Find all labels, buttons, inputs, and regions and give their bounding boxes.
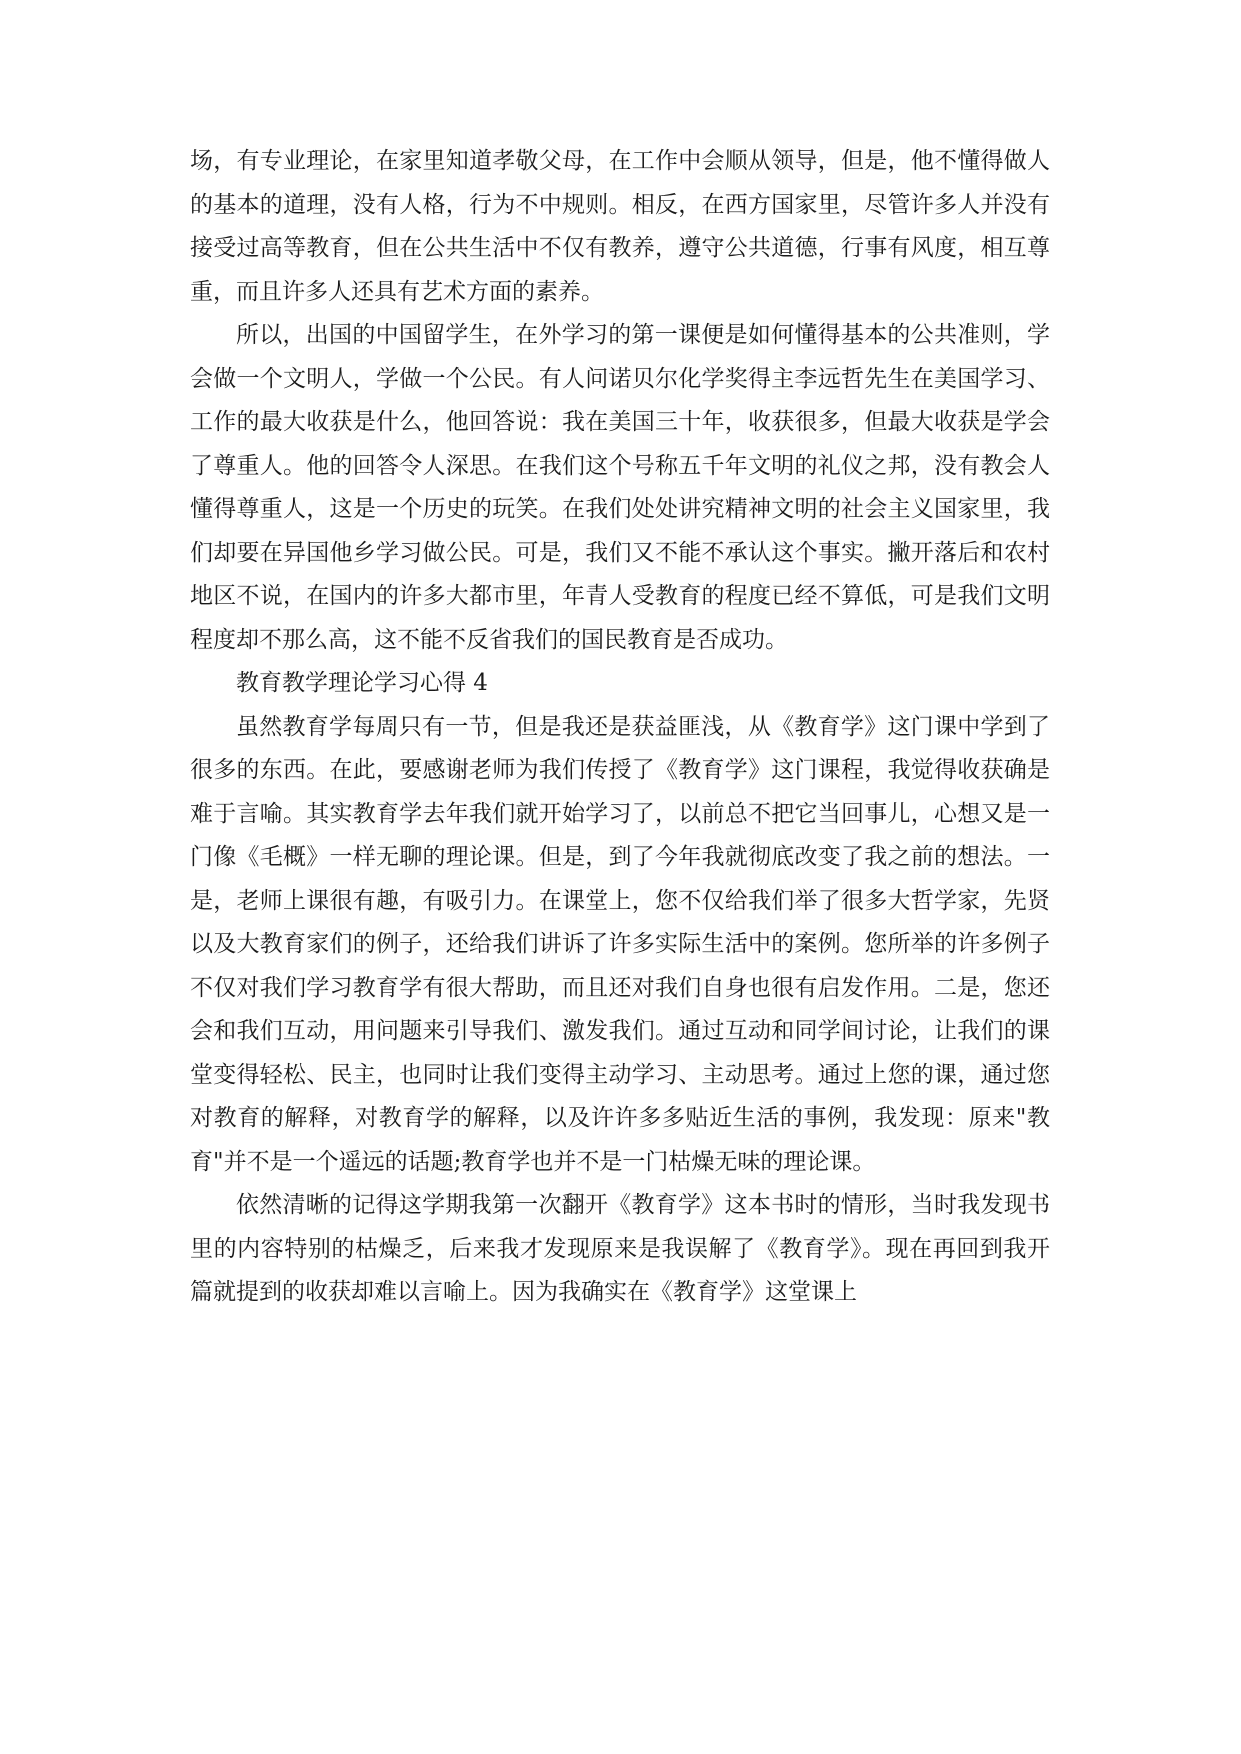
paragraph-public-norms: 所以，出国的中国留学生，在外学习的第一课便是如何懂得基本的公共准则，学会做一个文明人，学做一个公民。有人问诺贝尔化学奖得主李远哲先生在美国学习、工作的最大收获是什么，他回答说：我在美国三十年，收获很多，但最大收获是学会了尊重人。他的回答令人深思。在我们这个号称五千年文明的礼仪之邦，没有教会人懂得尊重人，这是一个历史的玩笑。在我们处处讲究精神文明的社会主义国家里，我们却要在异国他乡学习做公民。可是，我们又不能不承认这个事实。撇开落后和农村地区不说，在国内的许多大都市里，年青人受教育的程度已经不算低，可是我们文明程度却不那么高，这不能不反省我们的国民教育是否成功。 — [190, 322, 1050, 653]
paragraph-continuation: 场，有专业理论，在家里知道孝敬父母，在工作中会顺从领导，但是，他不懂得做人的基本的道理，没有人格，行为不中规则。相反，在西方国家里，尽管许多人并没有接受过高等教育，但在公共生活中不仅有教养，遵守公共道德，行事有风度，相互尊重，而且许多人还具有艺术方面的素养。 — [190, 148, 1050, 305]
paragraph-first-impression: 依然清晰的记得这学期我第一次翻开《教育学》这本书时的情形，当时我发现书里的内容特别的枯燥乏，后来我才发现原来是我误解了《教育学》。现在再回到我开篇就提到的收获却难以言喻上。因为我确实在《教育学》这堂课上 — [190, 1192, 1050, 1305]
document-page — [190, 140, 1050, 1315]
section-heading: 教育教学理论学习心得 4 — [236, 670, 488, 696]
paragraph-education-course: 虽然教育学每周只有一节，但是我还是获益匪浅，从《教育学》这门课中学到了很多的东西。在此，要感谢老师为我们传授了《教育学》这门课程，我觉得收获确是难于言喻。其实教育学去年我们就开始学习了，以前总不把它当回事儿，心想又是一门像《毛概》一样无聊的理论课。但是，到了今年我就彻底改变了我之前的想法。一是，老师上课很有趣，有吸引力。在课堂上，您不仅给我们举了很多大哲学家，先贤以及大教育家们的例子，还给我们讲诉了许多实际生活中的案例。您所举的许多例子不仅对我们学习教育学有很大帮助，而且还对我们自身也很有启发作用。二是，您还会和我们互动，用问题来引导我们、激发我们。通过互动和同学间讨论，让我们的课堂变得轻松、民主，也同时让我们变得主动学习、主动思考。通过上您的课，通过您对教育的解释，对教育学的解释，以及许许多多贴近生活的事例，我发现：原来"教育"并不是一个遥远的话题;教育学也并不是一门枯燥无味的理论课。 — [190, 713, 1050, 1175]
